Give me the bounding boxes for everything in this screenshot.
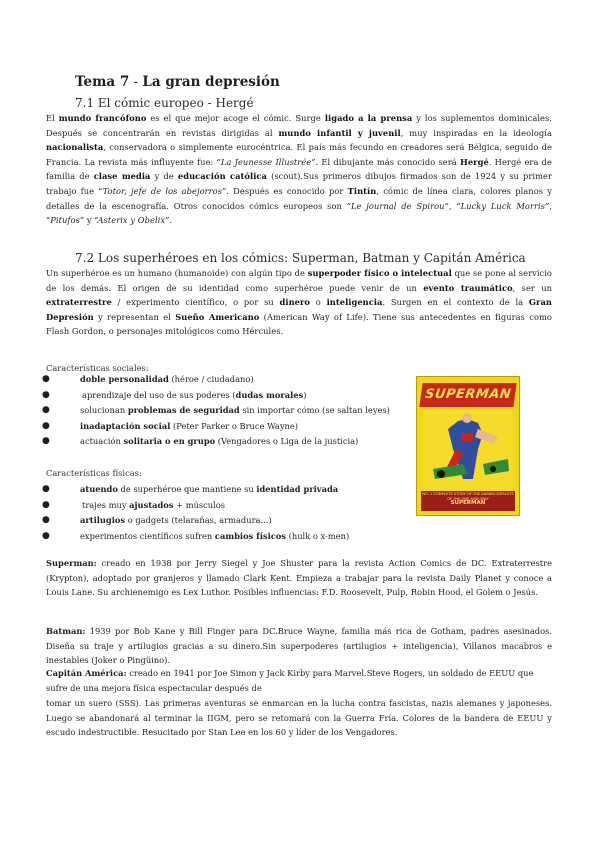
capitan-america-paragraph-line2: tomar un suero (SSS). Las primeras aventuras se enmarcan en la lucha contra fascistas, nazis alemanes y japoneses. Luego se abandonará al terminar la IIGM, pero se retomará con la Guerra Fría. Colores de la bandera de EEUU y escudo indestructible. Resucitado por Stan Lee en los 60 y líder de los Vengadores. <box>46 698 552 738</box>
list-item: ● artilugios o gadgets (telarañas, armadura...) <box>42 513 422 529</box>
list-item: ● actuación solitaria o en grupo (Vengadores o Liga de la justicia) <box>42 434 422 450</box>
list-item: ● aprendizaje del uso de sus poderes (dudas morales) <box>42 388 422 404</box>
social-characteristics-list <box>42 372 422 450</box>
capitan-america-paragraph-line1: Capitán América: creado en 1941 por Joe Simon y Jack Kirby para Marvel.Steve Rogers, un soldado de EEUU que sufre de una mejora física espectacular después de <box>46 668 534 693</box>
bullet-icon: ● <box>42 405 50 415</box>
bullet-icon: ● <box>42 530 50 541</box>
list-item: ● trajes muy ajustados + músculos <box>42 498 422 514</box>
physical-characteristics-label: Características físicas: <box>46 468 142 478</box>
bullet-icon: ● <box>42 389 50 400</box>
cover-caption-small: NO. 1 COMPLETE STORY OF THE DARING EXPLOITS OF THE ONE AND ONLY <box>422 492 514 501</box>
bullet-icon: ● <box>42 499 50 510</box>
list-item: ● doble personalidad (héroe / ciudadano) <box>42 372 422 388</box>
bullet-icon: ● <box>42 436 50 446</box>
cover-title: SUPERMAN <box>419 383 516 407</box>
superman-comic-cover-image <box>416 376 520 516</box>
cover-caption <box>421 491 515 511</box>
list-item: ● inadaptación social (Peter Parker o Bruce Wayne) <box>42 419 422 435</box>
social-characteristics-label: Características sociales: <box>46 363 149 373</box>
paragraph-superheroes: Un superhéroe es un humano (humanoide) con algún tipo de superpoder físico o intelectual que se pone al servicio de los demás. El origen de su identidad como superhéroe puede venir de un evento traumático, ser un extraterrestre / experimento científico, o por su dinero o inteligencia. Surgen en el contexto de la Gran Depresión y representan el Sueño Americano (American Way of Life). Tiene sus antecedentes en figuras como Flash Gordon, o personajes mitológicos como Hércules. <box>46 268 553 337</box>
title-subtitle: La gran depresión <box>142 74 280 90</box>
paragraph-comic-europeo: El mundo francófono es el que mejor acoge el cómic. Surge ligado a la prensa y los suplementos dominicales. Después se concentrarán en revistas dirigidas al mundo infantil y juvenil, muy inspiradas en la ideología nacionalista, conservadora o simplemente eurocéntrica. El país más fecundo en creadores será Bélgica, seguido de Francia. La revista más influyente fue: “La Jeunesse Illustrée”. El dibujante más conocido será Hergé. Hergé era de familia de clase media y de educación católica (scout).Sus primeros dibujos firmados son de 1924 y su primer trabajo fue “Totor, jefe de los abejorros”. Después es conocido por Tintín, cómic de línea clara, colores planos y detalles de la escenografía. Otros conocidos cómics europeos son “Le journal de Spirou”, “Lucky Luck Morris”, “Pitufos” y “Asterix y Obelix”. <box>46 113 553 226</box>
bullet-icon: ● <box>42 515 50 525</box>
superman-figure-illustration <box>423 409 513 489</box>
physical-characteristics-list <box>42 482 422 544</box>
section-1-heading: 7.1 El cómic europeo - Hergé <box>75 96 254 110</box>
page-title <box>75 74 280 90</box>
bullet-icon: ● <box>42 484 50 494</box>
list-item: ● experimentos científicos sufren cambios físicos (hulk o x-men) <box>42 529 422 545</box>
section-2-heading: 7.2 Los superhéroes en los cómics: Superman, Batman y Capitán América <box>75 251 526 265</box>
superman-paragraph: Superman: creado en 1938 por Jerry Siegel y Joe Shuster para la revista Action Comics de DC. Extraterrestre (Krypton), adoptado por granjeros y llamado Clark Kent. Empieza a trabajar para la revista Daily Planet y conoce a Louis Lane. Su archienemigo es Lex Luthor. Posibles influencias: F.D. Roosevelt, Pulp, Robin Hood, el Golem o Jesús. <box>46 558 552 598</box>
title-separator: - <box>129 74 143 90</box>
batman-paragraph: Batman: 1939 por Bob Kane y Bill Finger para DC.Bruce Wayne, familia más rica de Gotham, padres asesinados. Diseña su traje y artilugios gracias a su dinero.Sin superpoderes (artilugios + inteligencia), Villanos macabros e inestables (Joker o Pingüino). <box>46 626 552 666</box>
list-item: ● solucionan problemas de seguridad sin importar cómo (se saltan leyes) <box>42 403 422 419</box>
list-item: ● atuendo de superhéroe que mantiene su identidad privada <box>42 482 422 498</box>
title-main: Tema 7 <box>75 74 130 90</box>
bullet-icon: ● <box>42 374 50 384</box>
bullet-icon: ● <box>42 420 50 431</box>
cover-caption-big: SUPERMAN <box>450 500 486 507</box>
